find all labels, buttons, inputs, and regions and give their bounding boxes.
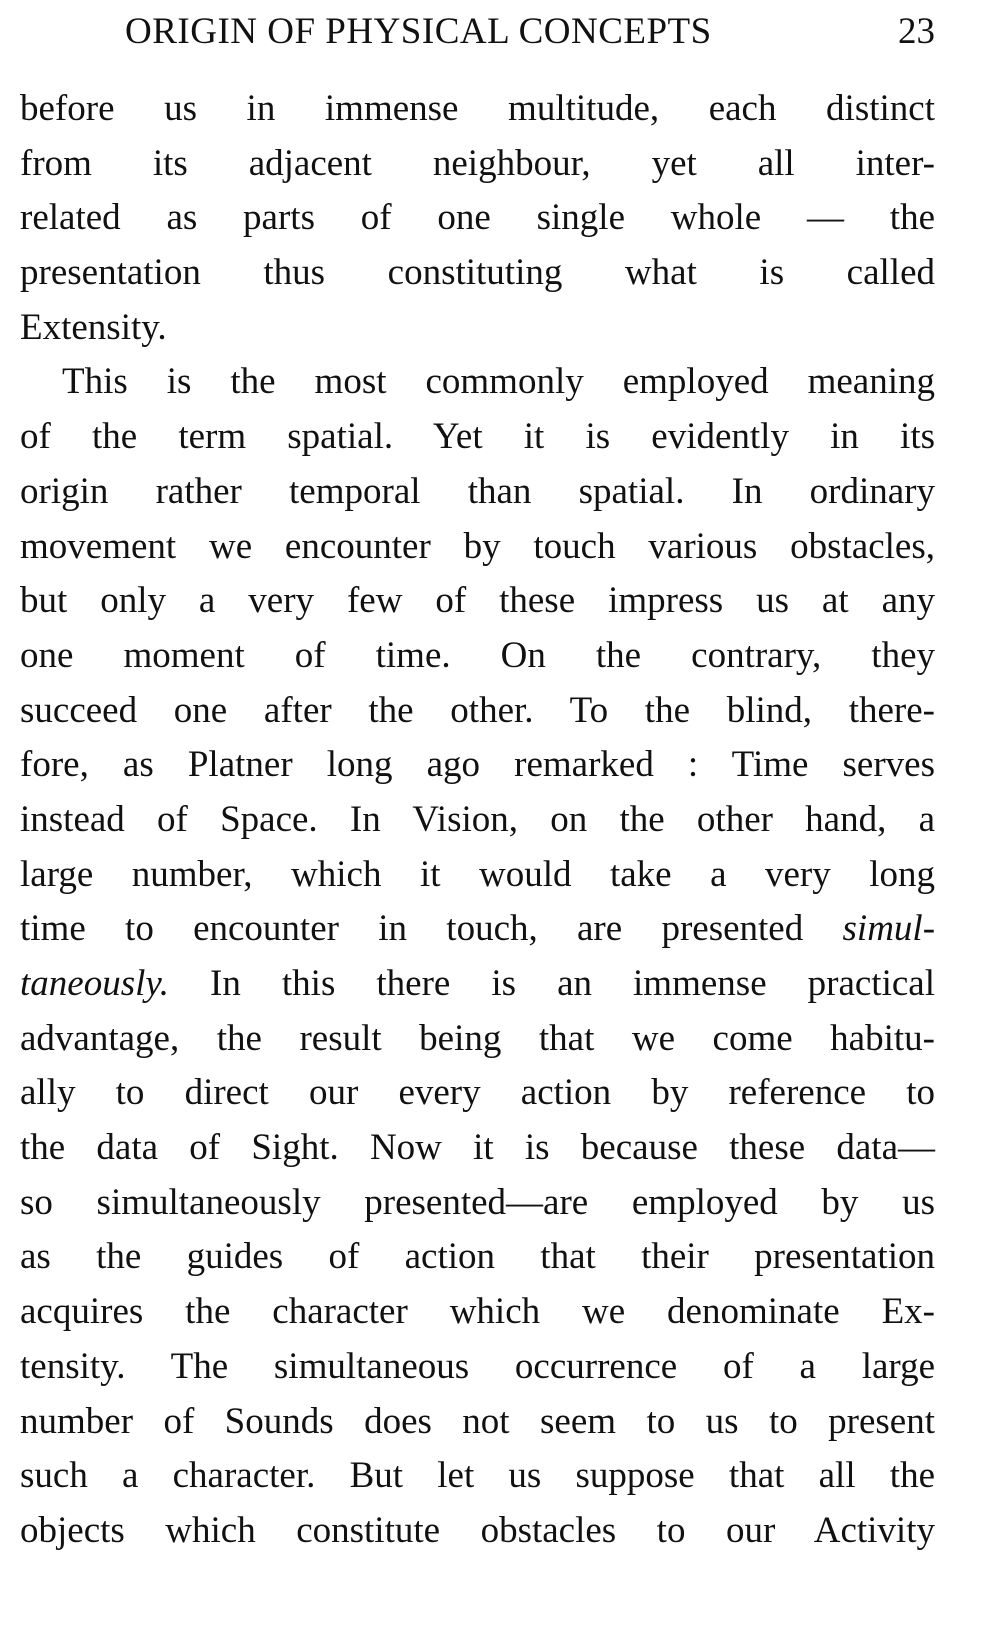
text-line: succeed one after the other. To the blind, there- xyxy=(20,689,935,731)
text-line: related as parts of one single whole — the xyxy=(20,197,935,239)
running-head xyxy=(20,8,935,56)
text-line: from its adjacent neighbour, yet all inter- xyxy=(20,142,935,184)
text-line: origin rather temporal than spatial. In ordinary xyxy=(20,470,935,512)
text-line: of the term spatial. Yet it is evidently in its xyxy=(20,416,935,458)
text-line: acquires the character which we denominate Ex- xyxy=(20,1291,935,1333)
text-line: movement we encounter by touch various obstacles, xyxy=(20,525,935,567)
text-line: ally to direct our every action by reference to xyxy=(20,1072,935,1114)
page-number: 23 xyxy=(898,11,935,52)
text-segment: In this there is an immense practical xyxy=(210,963,935,1004)
text-line: number of Sounds does not seem to us to present xyxy=(20,1400,935,1442)
text-line: before us in immense multitude, each distinct xyxy=(20,88,935,129)
text-line: tensity. The simultaneous occurrence of a large xyxy=(20,1345,935,1387)
text-line: large number, which it would take a very long xyxy=(20,853,935,895)
text-line: advantage, the result being that we come habitu- xyxy=(20,1017,935,1059)
text-line: Extensity. xyxy=(20,306,167,348)
text-line: objects which constitute obstacles to our Activity xyxy=(20,1509,935,1551)
text-line: presentation thus constituting what is called xyxy=(20,252,935,294)
text-line: so simultaneously presented—are employed by us xyxy=(20,1181,935,1223)
text-segment: time to encounter in touch, are presented xyxy=(20,908,804,950)
text-line: as the guides of action that their presentation xyxy=(20,1236,935,1278)
text-line-with-italic xyxy=(20,957,935,1012)
body-text xyxy=(20,82,935,1559)
running-title: ORIGIN OF PHYSICAL CONCEPTS xyxy=(125,11,712,52)
text-line: instead of Space. In Vision, on the other hand, a xyxy=(20,798,935,840)
text-line: one moment of time. On the contrary, they xyxy=(20,634,935,676)
italic-word: taneously. xyxy=(20,963,170,1004)
italic-word: simul- xyxy=(842,908,936,950)
text-line: fore, as Platner long ago remarked : Time serves xyxy=(20,744,935,786)
paragraph-start-line: This is the most commonly employed meaning xyxy=(62,361,935,403)
text-line: the data of Sight. Now it is because these data— xyxy=(20,1127,935,1169)
text-line: such a character. But let us suppose that all the xyxy=(20,1455,935,1497)
text-line-with-italic xyxy=(20,902,935,957)
text-line: but only a very few of these impress us at any xyxy=(20,580,935,622)
